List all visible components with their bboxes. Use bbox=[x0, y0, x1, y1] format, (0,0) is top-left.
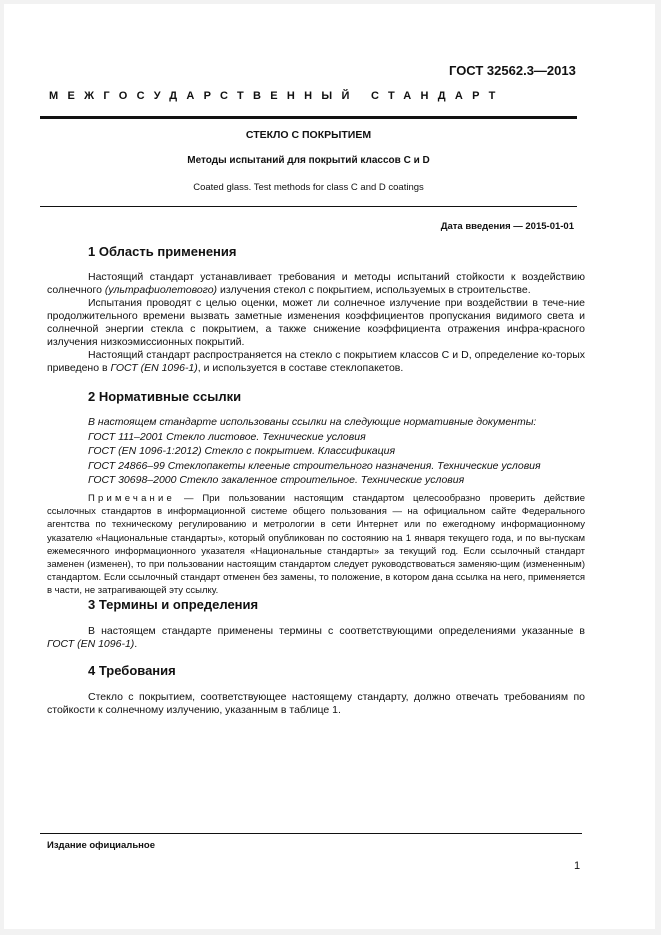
scope-paragraph-3: Настоящий стандарт распространяется на стекло с покрытием классов С и D, определение ко-торых приведено в ГОСТ (EN 1096-1), и используется в составе стеклопакетов. bbox=[47, 349, 585, 375]
section-heading-terms: 3 Термины и определения bbox=[88, 597, 259, 612]
english-title: Coated glass. Test methods for class C and D coatings bbox=[193, 182, 424, 193]
reference-item: ГОСТ 30698–2000 Стекло закаленное строительное. Технические условия bbox=[88, 474, 465, 487]
reference-item: ГОСТ 111–2001 Стекло листовое. Технические условия bbox=[88, 430, 366, 443]
header-rule bbox=[40, 116, 577, 119]
document-subtitle: Методы испытаний для покрытий классов С и D bbox=[187, 155, 430, 166]
title-rule bbox=[40, 206, 577, 207]
interstate-standard-banner: МЕЖГОСУДАРСТВЕННЫЙ СТАНДАРТ bbox=[49, 90, 505, 102]
reference-item: ГОСТ 24866–99 Стеклопакеты клееные строительного назначения. Технические условия bbox=[88, 459, 541, 472]
requirements-paragraph: Стекло с покрытием, соответствующее настоящему стандарту, должно отвечать требованиям по стойкости к солнечному излучению, указанным в таблице 1. bbox=[47, 691, 585, 717]
references-intro: В настоящем стандарте использованы ссылки на следующие нормативные документы: bbox=[88, 416, 537, 428]
page-number: 1 bbox=[574, 860, 581, 872]
scope-paragraph-2: Испытания проводят с целью оценки, может ли солнечное излучение при воздействии в тече-ние продолжительного времени вызвать заметные изменения коэффициентов пропускания видимого света и солнечной энергии стекла с покрытием, а также снижение коэффициента отражения инфра-красного излучения низкоэмиссионных покрытий. bbox=[47, 297, 585, 349]
document-title: СТЕКЛО С ПОКРЫТИЕМ bbox=[245, 129, 372, 141]
gost-code: ГОСТ 32562.3—2013 bbox=[449, 63, 576, 78]
official-edition-label: Издание официальное bbox=[47, 840, 155, 851]
reference-item: ГОСТ (EN 1096-1:2012) Стекло с покрытием. Классификация bbox=[88, 445, 396, 458]
scope-paragraph-1: Настоящий стандарт устанавливает требования и методы испытаний стойкости к воздействию солнечного (ультрафиолетового) излучения стекол с покрытием, используемых в строительстве. bbox=[47, 271, 585, 297]
terms-paragraph: В настоящем стандарте применены термины с соответствующими определениями указанные в ГОСТ (EN 1096-1). bbox=[47, 625, 585, 651]
references-list bbox=[88, 415, 585, 488]
section-heading-normative-references: 2 Нормативные ссылки bbox=[88, 389, 242, 404]
note-label: Примечание bbox=[88, 493, 175, 504]
introduction-date: Дата введения — 2015-01-01 bbox=[440, 221, 574, 232]
section-heading-requirements: 4 Требования bbox=[88, 663, 176, 678]
footer-rule bbox=[40, 833, 582, 834]
section-heading-scope: 1 Область применения bbox=[88, 244, 237, 259]
references-note: Примечание — При пользовании настоящим стандартом целесообразно проверить действие ссылочных стандартов в информационной системе общего пользования — на официальном сайте Федерального агентства по техническому регулированию и метрологии в сети Интернет или по ежегодному информационному указателю «Национальные стандарты», который опубликован по состоянию на 1 января текущего года, и по вы-пускам ежемесячного информационного указателя «Национальные стандарты» за текущий год. Если ссылочный стандарт заменен (изменен), то при пользовании настоящим стандартом следует руководствоваться заменяю-щим (измененным) стандартом. Если ссылочный стандарт отменен без замены, то положение, в котором дана ссылка на него, применяется в части, не затрагивающей эту ссылку. bbox=[47, 493, 585, 597]
